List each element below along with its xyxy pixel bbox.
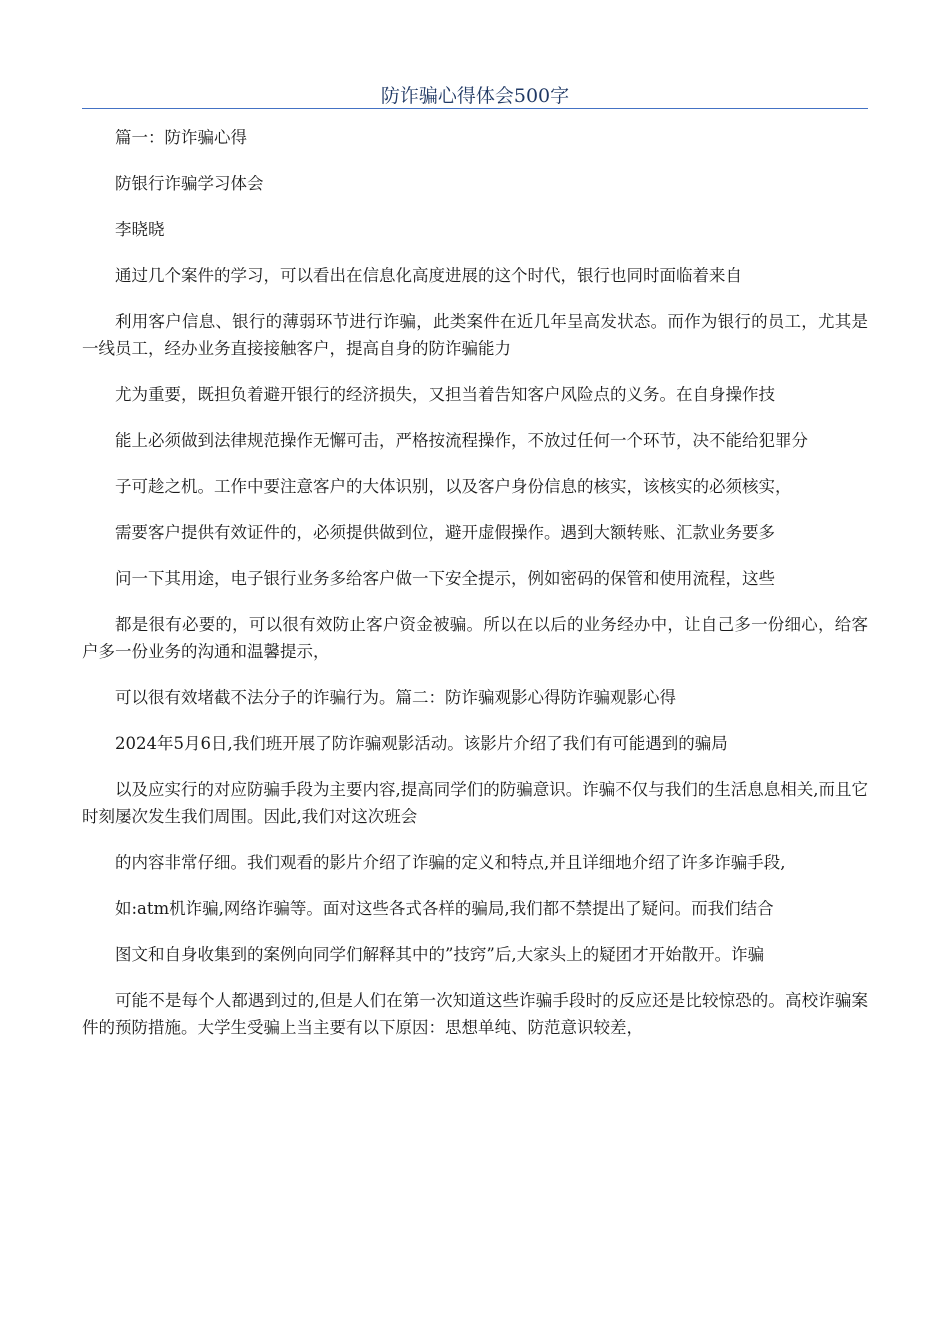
paragraph: 可能不是每个人都遇到过的,但是人们在第一次知道这些诈骗手段时的反应还是比较惊恐的。高校诈骗案件的预防措施。大学生受骗上当主要有以下原因：思想单纯、防范意识较差， xyxy=(82,991,868,1037)
paragraph: 李晓晓 xyxy=(115,220,165,239)
paragraph: 子可趁之机。工作中要注意客户的大体识别，以及客户身份信息的核实，该核实的必须核实， xyxy=(115,477,792,496)
paragraph: 的内容非常仔细。我们观看的影片介绍了诈骗的定义和特点,并且详细地介绍了许多诈骗手段, xyxy=(115,853,786,872)
page-title: 防诈骗心得体会500字 xyxy=(380,85,570,107)
paragraph: 通过几个案件的学习，可以看出在信息化高度进展的这个时代，银行也同时面临着来自 xyxy=(115,266,742,285)
paragraph: 图文和自身收集到的案例向同学们解释其中的”技窍”后,大家头上的疑团才开始散开。诈骗 xyxy=(115,945,765,964)
paragraph: 以及应实行的对应防骗手段为主要内容,提高同学们的防骗意识。诈骗不仅与我们的生活息息相关,而且它时刻屡次发生我们周围。因此,我们对这次班会 xyxy=(82,780,868,826)
paragraph: 问一下其用途，电子银行业务多给客户做一下安全提示，例如密码的保管和使用流程，这些 xyxy=(115,569,775,588)
paragraph: 能上必须做到法律规范操作无懈可击，严格按流程操作，不放过任何一个环节，决不能给犯罪分 xyxy=(115,431,808,450)
paragraph: 2024年5月6日,我们班开展了防诈骗观影活动。该影片介绍了我们有可能遇到的骗局 xyxy=(115,734,728,753)
document-body xyxy=(82,124,868,1060)
title-divider xyxy=(82,108,868,109)
paragraph: 利用客户信息、银行的薄弱环节进行诈骗，此类案件在近几年呈高发状态。而作为银行的员工，尤其是一线员工，经办业务直接接触客户，提高自身的防诈骗能力 xyxy=(82,312,868,358)
paragraph: 防银行诈骗学习体会 xyxy=(115,174,264,193)
paragraph: 如:atm机诈骗,网络诈骗等。面对这些各式各样的骗局,我们都不禁提出了疑问。而我们结合 xyxy=(115,899,774,918)
paragraph: 篇一：防诈骗心得 xyxy=(115,128,247,147)
paragraph: 尤为重要，既担负着避开银行的经济损失，又担当着告知客户风险点的义务。在自身操作技 xyxy=(115,385,775,404)
paragraph: 可以很有效堵截不法分子的诈骗行为。篇二：防诈骗观影心得防诈骗观影心得 xyxy=(115,688,676,707)
paragraph: 需要客户提供有效证件的，必须提供做到位，避开虚假操作。遇到大额转账、汇款业务要多 xyxy=(115,523,775,542)
paragraph: 都是很有必要的，可以很有效防止客户资金被骗。所以在以后的业务经办中，让自己多一份细心，给客户多一份业务的沟通和温馨提示， xyxy=(82,615,868,661)
